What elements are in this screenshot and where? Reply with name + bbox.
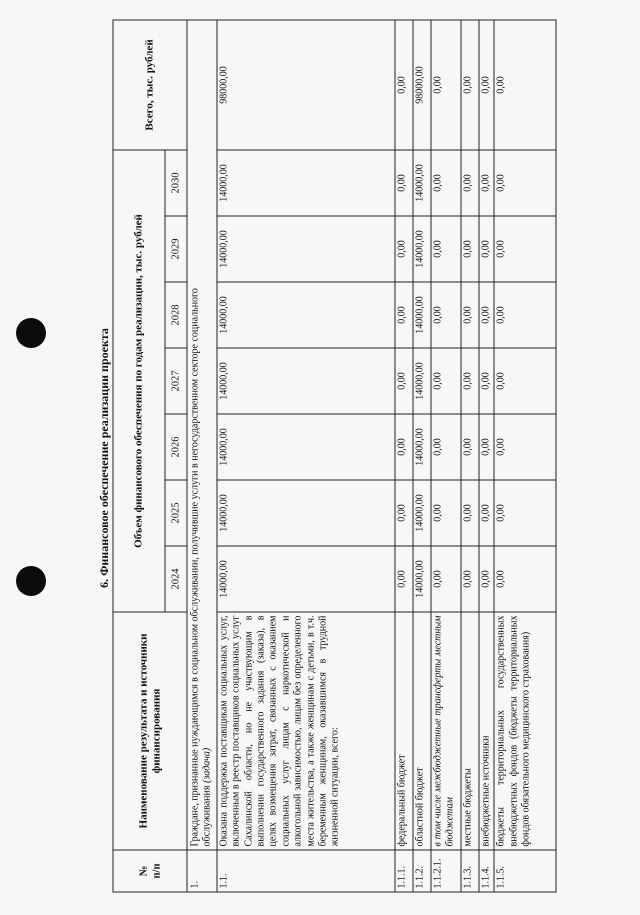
row-value-2029: 14000,00 <box>217 216 395 282</box>
row-value-2026: 14000,00 <box>217 414 395 480</box>
row-value-2028: 14000,00 <box>217 282 395 348</box>
row-value-2027: 0,00 <box>494 348 556 414</box>
row-value-2030: 0,00 <box>494 150 556 216</box>
row-total: 0,00 <box>479 20 494 150</box>
row-value-2024: 0,00 <box>431 546 461 612</box>
row-value-2027: 0,00 <box>431 348 461 414</box>
header-volume: Объем финансового обеспечения по годам реализации, тыс. рублей <box>113 150 165 612</box>
row-name: внебюджетные источники <box>479 612 494 850</box>
header-year-2030: 2030 <box>165 150 187 216</box>
punch-hole-bottom <box>16 566 46 596</box>
row-value-2026: 0,00 <box>431 414 461 480</box>
table-row <box>461 20 479 892</box>
row-value-2030: 14000,00 <box>217 150 395 216</box>
row-total: 0,00 <box>461 20 479 150</box>
section-heading: 6. Финансовое обеспечение реализации проекта <box>97 327 111 588</box>
row-value-2030: 0,00 <box>461 150 479 216</box>
row-value-2024: 14000,00 <box>217 546 395 612</box>
row-value-2027: 14000,00 <box>413 348 431 414</box>
row-value-2025: 0,00 <box>431 480 461 546</box>
row-value-2024: 0,00 <box>461 546 479 612</box>
row-total: 0,00 <box>395 20 413 150</box>
row-value-2026: 0,00 <box>479 414 494 480</box>
table-row <box>217 20 395 892</box>
row-total: 0,00 <box>431 20 461 150</box>
row-value-2029: 0,00 <box>494 216 556 282</box>
group-text-main: Граждане, признанные нуждающимся в социальном обслуживании, получившие услуги в негосударственном секторе социального <box>189 288 201 847</box>
header-num: № п/п <box>113 850 187 892</box>
row-value-2024: 0,00 <box>395 546 413 612</box>
row-value-2024: 0,00 <box>479 546 494 612</box>
row-num: 1.1.2.1. <box>431 850 461 892</box>
row-value-2025: 0,00 <box>395 480 413 546</box>
row-value-2025: 0,00 <box>461 480 479 546</box>
row-value-2024: 0,00 <box>494 546 556 612</box>
row-value-2027: 0,00 <box>479 348 494 414</box>
row-value-2025: 0,00 <box>479 480 494 546</box>
header-total: Всего, тыс. рублей <box>113 20 187 150</box>
row-num: 1.1. <box>217 850 395 892</box>
row-num: 1.1.2. <box>413 850 431 892</box>
row-value-2030: 14000,00 <box>413 150 431 216</box>
row-value-2028: 14000,00 <box>413 282 431 348</box>
header-name: Наименование результата и источники финансирования <box>113 612 187 850</box>
header-year-2027: 2027 <box>165 348 187 414</box>
row-value-2030: 0,00 <box>395 150 413 216</box>
row-name: местные бюджеты <box>461 612 479 850</box>
row-value-2026: 14000,00 <box>413 414 431 480</box>
table-row <box>413 20 431 892</box>
row-value-2027: 14000,00 <box>217 348 395 414</box>
row-value-2030: 0,00 <box>479 150 494 216</box>
header-year-2029: 2029 <box>165 216 187 282</box>
table-row <box>395 20 413 892</box>
group-task: (задача) <box>201 747 213 784</box>
header-year-2024: 2024 <box>165 546 187 612</box>
group-num: 1. <box>187 850 217 892</box>
row-value-2027: 0,00 <box>461 348 479 414</box>
row-num: 1.1.4. <box>479 850 494 892</box>
row-value-2024: 14000,00 <box>413 546 431 612</box>
row-name: областной бюджет <box>413 612 431 850</box>
group-row <box>187 20 217 892</box>
row-value-2025: 0,00 <box>494 480 556 546</box>
row-value-2029: 0,00 <box>479 216 494 282</box>
row-value-2028: 0,00 <box>395 282 413 348</box>
header-year-2025: 2025 <box>165 480 187 546</box>
row-value-2030: 0,00 <box>431 150 461 216</box>
row-value-2026: 0,00 <box>494 414 556 480</box>
row-value-2029: 0,00 <box>395 216 413 282</box>
row-value-2025: 14000,00 <box>217 480 395 546</box>
row-value-2026: 0,00 <box>461 414 479 480</box>
row-value-2028: 0,00 <box>431 282 461 348</box>
row-value-2028: 0,00 <box>479 282 494 348</box>
row-value-2028: 0,00 <box>494 282 556 348</box>
row-name: Оказана поддержка поставщикам социальных услуг, включенным в реестр поставщиков социальных услуг Сахалинской области, но не участвующим в выполнении государственного задания (заказа), в целях возмещения затрат, связанных с оказанием социальных услуг лицам с наркотической и алкогольной зависимостью, лицам без определенного места жительства, а также женщинам с детьми, в т.ч. беременным женщинам, оказавшимся в трудной жизненной ситуации, всего: <box>217 612 395 850</box>
finance-table <box>113 19 557 892</box>
group-text-cont: обслуживания <box>201 785 213 847</box>
row-value-2029: 0,00 <box>461 216 479 282</box>
row-total: 0,00 <box>494 20 556 150</box>
table-row <box>431 20 461 892</box>
row-num: 1.1.5. <box>494 850 556 892</box>
row-total: 98000,00 <box>217 20 395 150</box>
row-value-2026: 0,00 <box>395 414 413 480</box>
punch-hole-top <box>16 318 46 348</box>
row-value-2029: 0,00 <box>431 216 461 282</box>
row-num: 1.1.3. <box>461 850 479 892</box>
row-value-2029: 14000,00 <box>413 216 431 282</box>
finance-table-sheet <box>113 21 638 893</box>
header-year-2026: 2026 <box>165 414 187 480</box>
row-name: федеральный бюджет <box>395 612 413 850</box>
row-value-2027: 0,00 <box>395 348 413 414</box>
row-num: 1.1.1. <box>395 850 413 892</box>
row-name: бюджеты территориальных государственных внебюджетных фондов (бюджеты территориальных фондов обязательного медицинского страхования) <box>494 612 556 850</box>
table-row <box>494 20 556 892</box>
row-value-2025: 14000,00 <box>413 480 431 546</box>
group-text <box>187 20 217 850</box>
row-name: в том числе межбюджетные трансферты местным бюджетам <box>431 612 461 850</box>
header-year-2028: 2028 <box>165 282 187 348</box>
table-row <box>479 20 494 892</box>
row-total: 98000,00 <box>413 20 431 150</box>
row-value-2028: 0,00 <box>461 282 479 348</box>
